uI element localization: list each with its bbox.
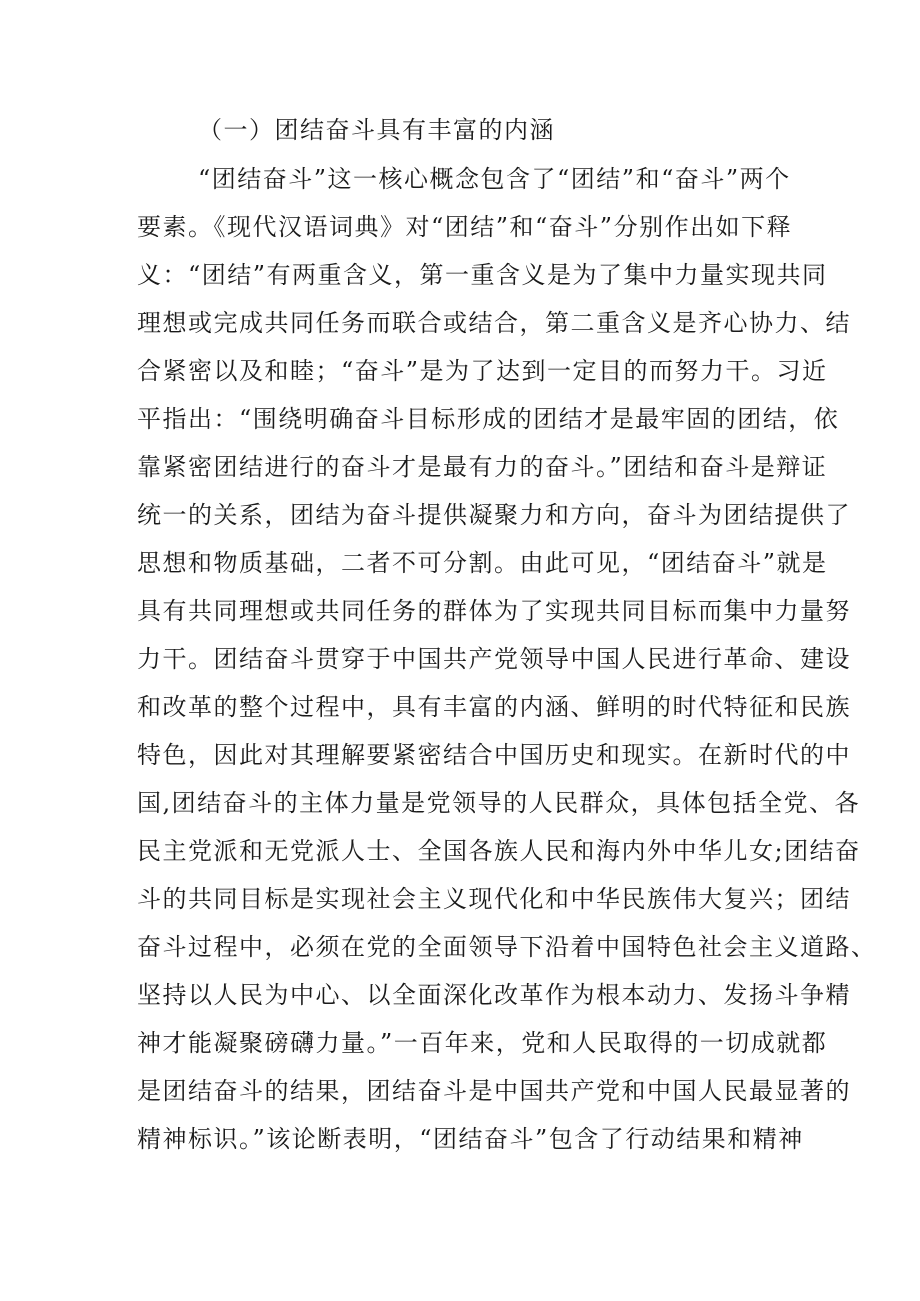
paragraph-line: 思想和物质基础，二者不可分割。由此可见，“团结奋斗”就是 — [137, 549, 828, 577]
paragraph-line: 国,团结奋斗的主体力量是党领导的人民群众，具体包括全党、各 — [137, 789, 861, 817]
paragraph-line: 斗的共同目标是实现社会主义现代化和中华民族伟大复兴；团结 — [137, 885, 851, 913]
paragraph-line: 和改革的整个过程中，具有丰富的内涵、鲜明的时代特征和民族 — [137, 693, 851, 721]
paragraph-line: 义：“团结”有两重含义，第一重含义是为了集中力量实现共同 — [137, 261, 828, 289]
paragraph-line: 奋斗过程中，必须在党的全面领导下沿着中国特色社会主义道路、 — [137, 933, 877, 961]
paragraph-line: 力干。团结奋斗贯穿于中国共产党领导中国人民进行革命、建设 — [137, 645, 851, 673]
paragraph-line: 具有共同理想或共同任务的群体为了实现共同目标而集中力量努 — [137, 597, 851, 625]
paragraph-line: 合紧密以及和睦；“奋斗”是为了达到一定目的而努力干。习近 — [137, 357, 828, 385]
paragraph-line: 神才能凝聚磅礴力量。”一百年来，党和人民取得的一切成就都 — [137, 1029, 828, 1057]
paragraph-line: 民主党派和无党派人士、全国各族人民和海内外中华儿女;团结奋 — [137, 837, 861, 865]
paragraph-line: “团结奋斗”这一核心概念包含了“团结”和“奋斗”两个 — [198, 165, 791, 193]
paragraph-line: 特色，因此对其理解要紧密结合中国历史和现实。在新时代的中 — [137, 741, 851, 769]
paragraph-line: 平指出：“围绕明确奋斗目标形成的团结才是最牢固的团结，依 — [137, 405, 840, 433]
section-heading: （一）团结奋斗具有丰富的内涵 — [198, 116, 555, 144]
paragraph-line: 理想或完成共同任务而联合或结合，第二重含义是齐心协力、结 — [137, 309, 851, 337]
paragraph-line: 靠紧密团结进行的奋斗才是最有力的奋斗。”团结和奋斗是辩证 — [137, 453, 828, 481]
paragraph-line: 是团结奋斗的结果，团结奋斗是中国共产党和中国人民最显著的 — [137, 1077, 851, 1105]
paragraph-line: 坚持以人民为中心、以全面深化改革作为根本动力、发扬斗争精 — [137, 981, 851, 1009]
paragraph-line: 精神标识。”该论断表明，“团结奋斗”包含了行动结果和精神 — [137, 1125, 804, 1153]
paragraph-line: 要素。《现代汉语词典》对“团结”和“奋斗”分别作出如下释 — [137, 213, 793, 241]
paragraph-line: 统一的关系，团结为奋斗提供凝聚力和方向，奋斗为团结提供了 — [137, 501, 851, 529]
